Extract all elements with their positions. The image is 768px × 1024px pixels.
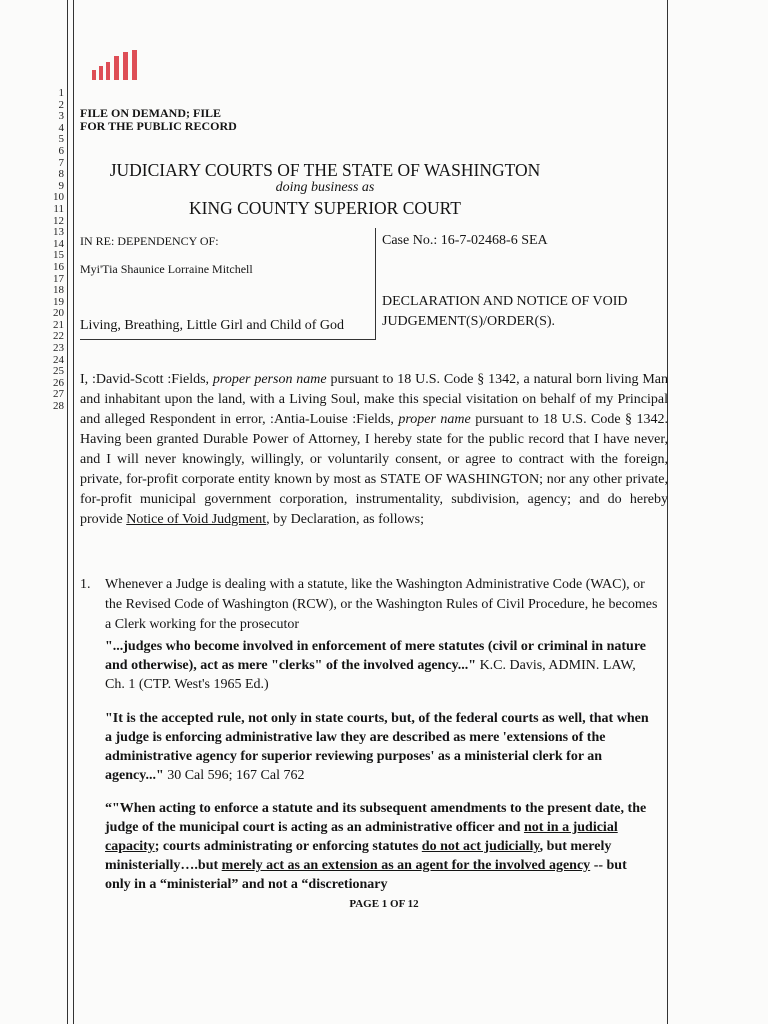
caption-divider-vertical <box>375 228 376 340</box>
caption-line-2: FOR THE PUBLIC RECORD <box>80 119 237 133</box>
line-number: 28 <box>53 400 64 413</box>
intro-text-3: pursuant to 18 U.S. Code § 1342. Having been granted Durable Power of Attorney, I hereby state for the public record that I have never, and I will never knowingly, willingly, or voluntarily consent, or agree to contract with the foreign, private, for-profit corporate entity known by most as STATE OF WASHINGTON; nor any other private, for-profit municipal government corporation, instrumentality, subdivision, agency; and do hereby provide <box>80 412 668 527</box>
in-re-label: IN RE: DEPENDENCY OF: <box>80 234 219 248</box>
quote3-underline-1: not in a judicial capacity <box>105 820 618 854</box>
line-number: 4 <box>58 121 64 134</box>
child-name: Myi'Tia Shaunice Lorraine Mitchell <box>80 262 253 276</box>
quote-davis-cite: K.C. Davis, ADMIN. LAW, Ch. 1 (CTP. West's 1965 Ed.) <box>105 658 636 692</box>
quote-cal-cite: 30 Cal 596; 167 Cal 762 <box>163 768 305 783</box>
item-1-text: Whenever a Judge is dealing with a statute, like the Washington Administrative Code (WAC), or the Revised Code of Washington (RCW), or the Washington Rules of Civil Procedure, he becomes a Clerk working for the prosecutor <box>105 577 658 632</box>
court-name: KING COUNTY SUPERIOR COURT <box>189 198 461 218</box>
line-number: 2 <box>58 98 64 111</box>
line-number: 25 <box>53 365 64 378</box>
line-number: 6 <box>58 144 64 157</box>
line-number: 27 <box>53 388 64 401</box>
numbered-item-1 <box>80 575 668 635</box>
margin-rule-left-1 <box>67 0 68 1024</box>
intro-text-4: , by Declaration, as follows; <box>266 512 424 527</box>
caption-divider-horizontal <box>80 339 376 340</box>
court-title: JUDICIARY COURTS OF THE STATE OF WASHINGTON <box>109 160 541 180</box>
case-number: Case No.: 16-7-02468-6 SEA <box>382 233 548 248</box>
line-number: 23 <box>53 342 64 355</box>
line-number: 12 <box>53 214 64 227</box>
line-number: 11 <box>53 202 64 215</box>
line-number: 16 <box>53 260 64 273</box>
quote-cal-text: "It is the accepted rule, not only in state courts, but, of the federal courts as well, that when a judge is enforcing administrative law they are described as mere 'extensions of the administrative agency for superior reviewing purposes' as a ministerial clerk for an agency..." <box>105 711 649 783</box>
intro-italic-1: proper person name <box>212 372 327 387</box>
notice-of-void-judgment: Notice of Void Judgment <box>126 512 267 527</box>
line-number: 9 <box>58 179 64 192</box>
quote3-underline-3: merely act as an extension as an agent for the involved agency <box>221 858 591 873</box>
line-number: 17 <box>53 272 64 285</box>
quote3-underline-2: do not act judicially <box>421 839 540 854</box>
red-bars-logo-icon <box>92 48 148 87</box>
line-number: 14 <box>53 237 64 250</box>
case-caption-box <box>80 228 376 340</box>
quote-cal <box>105 709 655 785</box>
file-on-demand-caption <box>80 107 237 133</box>
pleading-line-numbers <box>40 88 64 413</box>
line-number: 8 <box>58 168 64 181</box>
line-number: 19 <box>53 295 64 308</box>
intro-italic-2: proper name <box>398 412 471 427</box>
quote3-part-d: -- but only in a “ministerial” and not a “discretionary <box>105 858 627 892</box>
intro-text-2: pursuant to 18 U.S. Code § 1342, a natural born living Man and inhabitant upon the land, with a Living Soul, make this special visitation on behalf of my Principal and alleged Respondent in error, :Antia-Louise :Fields, <box>80 372 668 427</box>
child-description: Living, Breathing, Little Girl and Child of God <box>80 318 345 333</box>
margin-rule-left-2 <box>73 0 74 1024</box>
quote-davis <box>105 637 655 694</box>
document-title-line-1: DECLARATION AND NOTICE OF VOID <box>382 294 628 309</box>
document-title <box>382 292 628 332</box>
quote3-part-c: , but merely ministerially….but <box>105 839 612 873</box>
line-number: 26 <box>53 376 64 389</box>
caption-line-1: FILE ON DEMAND; FILE <box>80 106 222 120</box>
line-number: 22 <box>53 330 64 343</box>
line-number: 13 <box>53 226 64 239</box>
quote3-part-b: ; courts administrating or enforcing statutes <box>154 839 422 854</box>
line-number: 7 <box>58 156 64 169</box>
quote3-part-a: “"When acting to enforce a statute and its subsequent amendments to the present date, the judge of the municipal court is acting as an administrative officer and <box>105 801 647 835</box>
intro-text-1: I, :David-Scott :Fields, <box>80 372 213 387</box>
line-number: 24 <box>53 353 64 366</box>
line-number: 1 <box>58 87 64 99</box>
page-number: PAGE 1 OF 12 <box>349 898 419 910</box>
line-number: 20 <box>53 307 64 320</box>
item-number: 1. <box>80 577 91 592</box>
court-dba: doing business as <box>275 180 375 195</box>
quote-municipal-court <box>105 799 655 894</box>
intro-paragraph <box>80 370 668 530</box>
line-number: 15 <box>53 249 64 262</box>
line-number: 5 <box>58 133 64 146</box>
line-number: 18 <box>53 284 64 297</box>
line-number: 21 <box>53 318 64 331</box>
document-title-line-2: JUDGEMENT(S)/ORDER(S). <box>382 314 556 329</box>
line-number: 10 <box>53 191 64 204</box>
quote-davis-text: "...judges who become involved in enforcement of mere statutes (civil or criminal in nature and otherwise), act as mere "clerks" of the involved agency..." <box>105 639 647 673</box>
line-number: 3 <box>58 110 64 123</box>
